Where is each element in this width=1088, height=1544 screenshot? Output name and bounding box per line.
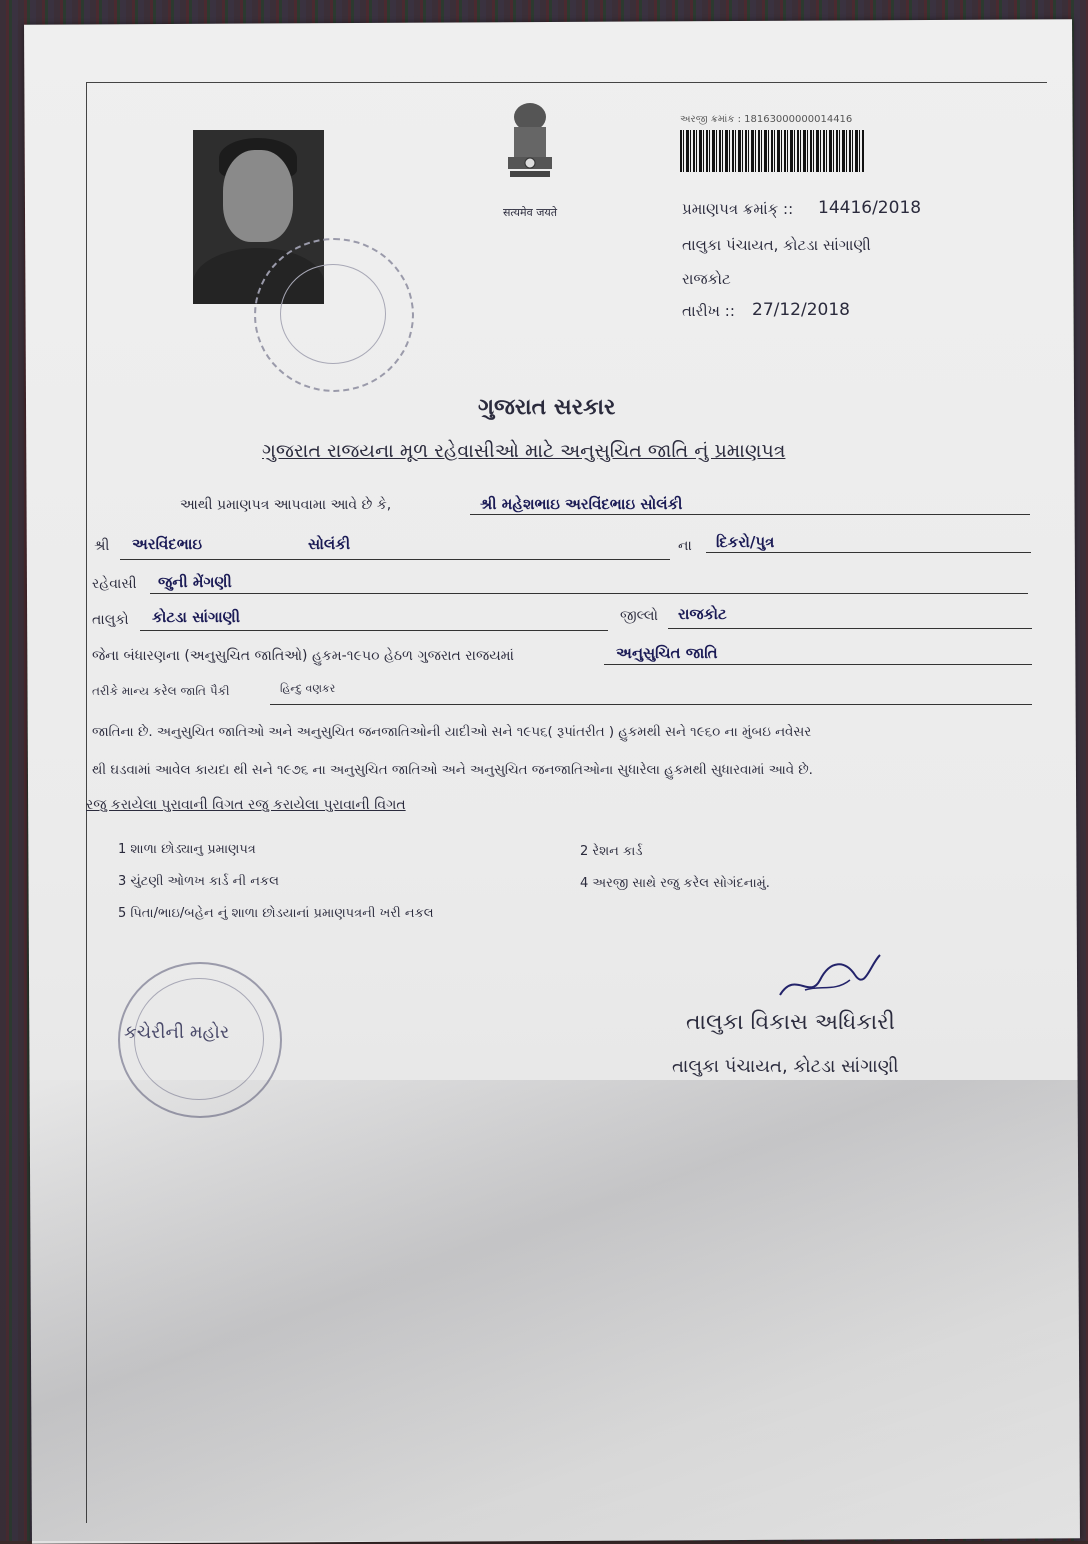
father-name-line xyxy=(120,559,670,560)
na-label: ના xyxy=(678,538,692,554)
applicant-name-line xyxy=(470,514,1030,515)
officer-office: તાલુકા પંચાયત, કોટડા સાંગાણી xyxy=(672,1056,899,1077)
officer-signature xyxy=(775,950,885,1010)
certificate-title: ગુજરાત રાજયના મૂળ રહેવાસીઓ માટે અનુસુચિત જાતિ નું પ્રમાણપત્ર xyxy=(262,440,786,462)
category-line xyxy=(604,664,1032,665)
barcode xyxy=(680,130,865,172)
evidence-heading: રજુ કરાયેલા પુરાવાની વિગત રજુ કરાયેલા પુરાવાની વિગત xyxy=(86,797,406,813)
district: રાજકોટ xyxy=(678,605,727,623)
photo-face xyxy=(223,150,293,242)
office-seal-text: કચેરીની મહોર xyxy=(124,1022,230,1043)
father-first-name: અરવિંદભાઇ xyxy=(132,535,203,553)
evidence-item-1: 1 શાળા છોડ્યાનુ પ્રમાણપત્ર xyxy=(118,842,256,857)
district-line xyxy=(668,628,1032,629)
caste-line xyxy=(270,704,1032,705)
shri-label: શ્રી xyxy=(94,538,110,554)
evidence-item-2: 2 રેશન કાર્ડ xyxy=(580,844,643,859)
issuing-office-line1: તાલુકા પંચાયત, કોટડા સાંગાણી xyxy=(682,236,871,254)
paragraph-line-2: થી ઘડવામાં આવેલ કાયદા થી સને ૧૯૭૬ ના અનુસુચિત જાતિઓ અને અનુસુચિત જનજાતિઓના સુધારેલા હુકમથી સુધારવામાં આવે છે. xyxy=(92,763,813,778)
evidence-item-3: 3 ચુંટણી ઓળખ કાર્ડ ની નકલ xyxy=(118,874,279,889)
date-label: તારીખ :: xyxy=(682,302,735,320)
taluka-line xyxy=(140,630,608,631)
village-line xyxy=(150,593,1028,594)
evidence-item-4: 4 અરજી સાથે રજુ કરેલ સોગંદનામું. xyxy=(580,876,770,891)
taluka: કોટડા સાંગાણી xyxy=(152,608,241,626)
national-emblem-icon xyxy=(500,95,560,195)
order-label: જેના બંધારણના (અનુસુચિત જાતિઓ) હુકમ-૧૯૫૦ હેઠળ ગુજરાત રાજયમાં xyxy=(92,648,514,664)
category: અનુસુચિત જાતિ xyxy=(616,644,718,662)
resident-label: રહેવાસી xyxy=(92,576,137,592)
government-title: ગુજરાત સરકાર xyxy=(478,395,616,420)
evidence-item-5: 5 પિતા/ભાઇ/બહેન નું શાળા છોડયાનાં પ્રમાણપત્રની ખરી નકલ xyxy=(118,906,434,921)
applicant-name: શ્રી મહેશભાઇ અરવિંદભાઇ સોલંકી xyxy=(480,495,683,513)
emblem-motto: सत्यमेव जयते xyxy=(503,206,558,219)
issuing-office-line2: રાજકોટ xyxy=(682,270,731,288)
village: જુની મેંગણી xyxy=(158,573,232,591)
photo-seal-stamp xyxy=(254,238,414,392)
caste: હિન્દુ વણકર xyxy=(280,682,336,695)
paragraph-line-1: જાતિના છે. અનુસુચિત જાતિઓ અને અનુસુચિત જનજાતિઓની યાદીઓ સને ૧૯૫૬( રૂપાંતરીત ) હુકમથી સને ૧૯૬૦ ના મુંબઇ નવેસર xyxy=(92,725,812,740)
officer-title: તાલુકા વિકાસ અધિકારી xyxy=(686,1010,895,1035)
relation-line xyxy=(706,552,1031,553)
relation: દિકરો/પુત્ર xyxy=(716,533,775,551)
father-last-name: સોલંકી xyxy=(308,535,351,553)
certificate-number-label: પ્રમાણપત્ર ક્રમાંક્ :: xyxy=(682,200,794,218)
recognized-label: તરીકે માન્ય કરેલ જાતિ પૈકી xyxy=(92,684,230,698)
issue-date: 27/12/2018 xyxy=(752,300,850,320)
intro-label: આથી પ્રમાણપત્ર આપવામા આવે છે કે, xyxy=(180,497,392,513)
taluka-label: તાલુકો xyxy=(92,612,129,628)
district-label: જીલ્લો xyxy=(620,608,658,624)
certificate-number: 14416/2018 xyxy=(818,198,922,218)
application-number: અરજી ક્રમાંક : 18163000000014416 xyxy=(680,114,853,125)
